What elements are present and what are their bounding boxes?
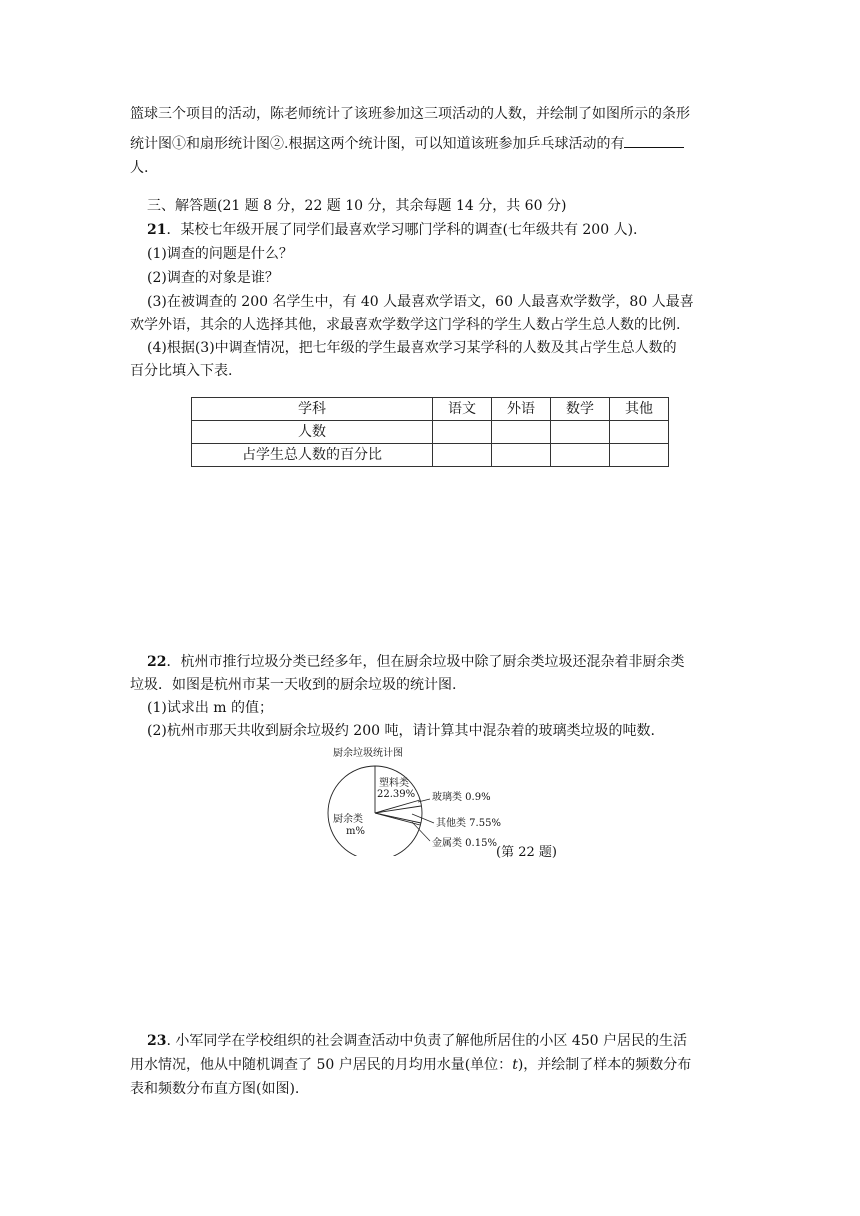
table-cell[interactable] — [610, 444, 669, 467]
table-header-chinese: 语文 — [433, 398, 492, 421]
intro-line-1: 篮球三个项目的活动，陈老师统计了该班参加这三项活动的人数，并绘制了如图所示的条形 — [130, 106, 690, 122]
q23-line-2: 用水情况，他从中随机调查了 50 户居民的月均用水量(单位：t)，并绘制了样本的频数分布 — [130, 1057, 692, 1073]
table-cell[interactable] — [492, 421, 551, 444]
table-header-row — [192, 398, 669, 421]
q22-figure-caption: (第 22 题) — [496, 845, 557, 860]
q22-part-2: (2)杭州市那天共收到厨余垃圾约 200 吨，请计算其中混杂着的玻璃类垃圾的吨数. — [147, 723, 655, 739]
slice-label-metal: 金属类 0.15% — [432, 838, 497, 849]
slice-label-kitchen-name: 厨余类 — [333, 814, 363, 825]
table-cell[interactable] — [492, 444, 551, 467]
answer-blank[interactable] — [624, 133, 684, 148]
q23-line-3: 表和频数分布直方图(如图). — [130, 1081, 300, 1097]
q21-part-4-line-2: 百分比填入下表. — [130, 363, 233, 379]
q21-stem: 21．某校七年级开展了同学们最喜欢学习哪门学科的调查(七年级共有 200 人). — [147, 222, 638, 238]
q21-part-1: (1)调查的问题是什么？ — [147, 246, 293, 262]
unit-symbol: t — [512, 1057, 518, 1073]
q23-line-1: 23. 小军同学在学校组织的社会调查活动中负责了解他所居住的小区 450 户居民的生活 — [147, 1033, 688, 1049]
table-row-count — [192, 421, 669, 444]
slice-divider — [375, 806, 421, 813]
section-3-heading — [147, 195, 749, 217]
table-header-subject: 学科 — [192, 398, 433, 421]
table-cell[interactable] — [551, 421, 610, 444]
table-cell[interactable] — [433, 444, 492, 467]
q22-pie-figure — [322, 744, 582, 856]
table-row-label-percent: 占学生总人数的百分比 — [192, 444, 433, 467]
slice-label-other: 其他类 7.55% — [436, 818, 501, 829]
slice-label-plastic-name: 塑料类 — [379, 778, 409, 789]
q22-stem-line-2: 垃圾．如图是杭州市某一天收到的厨余垃圾的统计图. — [130, 677, 457, 693]
table-header-foreign-language: 外语 — [492, 398, 551, 421]
table-header-math: 数学 — [551, 398, 610, 421]
section-note: (21 题 8 分，22 题 10 分，其余每题 14 分，共 60 分) — [217, 198, 567, 214]
q22-stem-line-1: 22．杭州市推行垃圾分类已经多年，但在厨余垃圾中除了厨余类垃圾还混杂着非厨余类 — [147, 654, 685, 670]
q21-part-2: (2)调查的对象是谁？ — [147, 270, 279, 286]
q22-part-1: (1)试求出 m 的值； — [147, 700, 274, 716]
table-cell[interactable] — [433, 421, 492, 444]
q21-part-4-line-1: (4)根据(3)中调查情况，把七年级的学生最喜欢学习某学科的人数及其占学生总人数的 — [147, 340, 677, 356]
q21-answer-table — [191, 397, 669, 467]
table-cell[interactable] — [610, 421, 669, 444]
table-header-other: 其他 — [610, 398, 669, 421]
intro-line-2: 统计图①和扇形统计图②.根据这两个统计图，可以知道该班参加乒乓球活动的有 — [130, 133, 732, 155]
table-cell[interactable] — [551, 444, 610, 467]
q23-number: 23 — [147, 1033, 167, 1049]
section-title: 三、解答题 — [147, 198, 217, 214]
intro-line-3: 人. — [130, 160, 149, 176]
pie-title: 厨余垃圾统计图 — [333, 748, 403, 759]
slice-label-plastic-value: 22.39% — [377, 789, 416, 800]
q21-number: 21 — [147, 222, 167, 238]
pie-chart — [322, 744, 582, 856]
slice-divider — [375, 800, 420, 813]
table-row-percent — [192, 444, 669, 467]
slice-label-kitchen-value: m% — [346, 826, 365, 837]
q21-part-3-line-2: 欢学外语，其余的人选择其他，求最喜欢学数学这门学科的学生人数占学生总人数的比例. — [130, 317, 681, 333]
table-row-label-count: 人数 — [192, 421, 433, 444]
slice-label-glass: 玻璃类 0.9% — [432, 792, 491, 803]
q22-number: 22 — [147, 654, 167, 670]
q21-part-3-line-1: (3)在被调查的 200 名学生中，有 40 人最喜欢学语文，60 人最喜欢学数学，80 人最喜 — [147, 294, 694, 310]
